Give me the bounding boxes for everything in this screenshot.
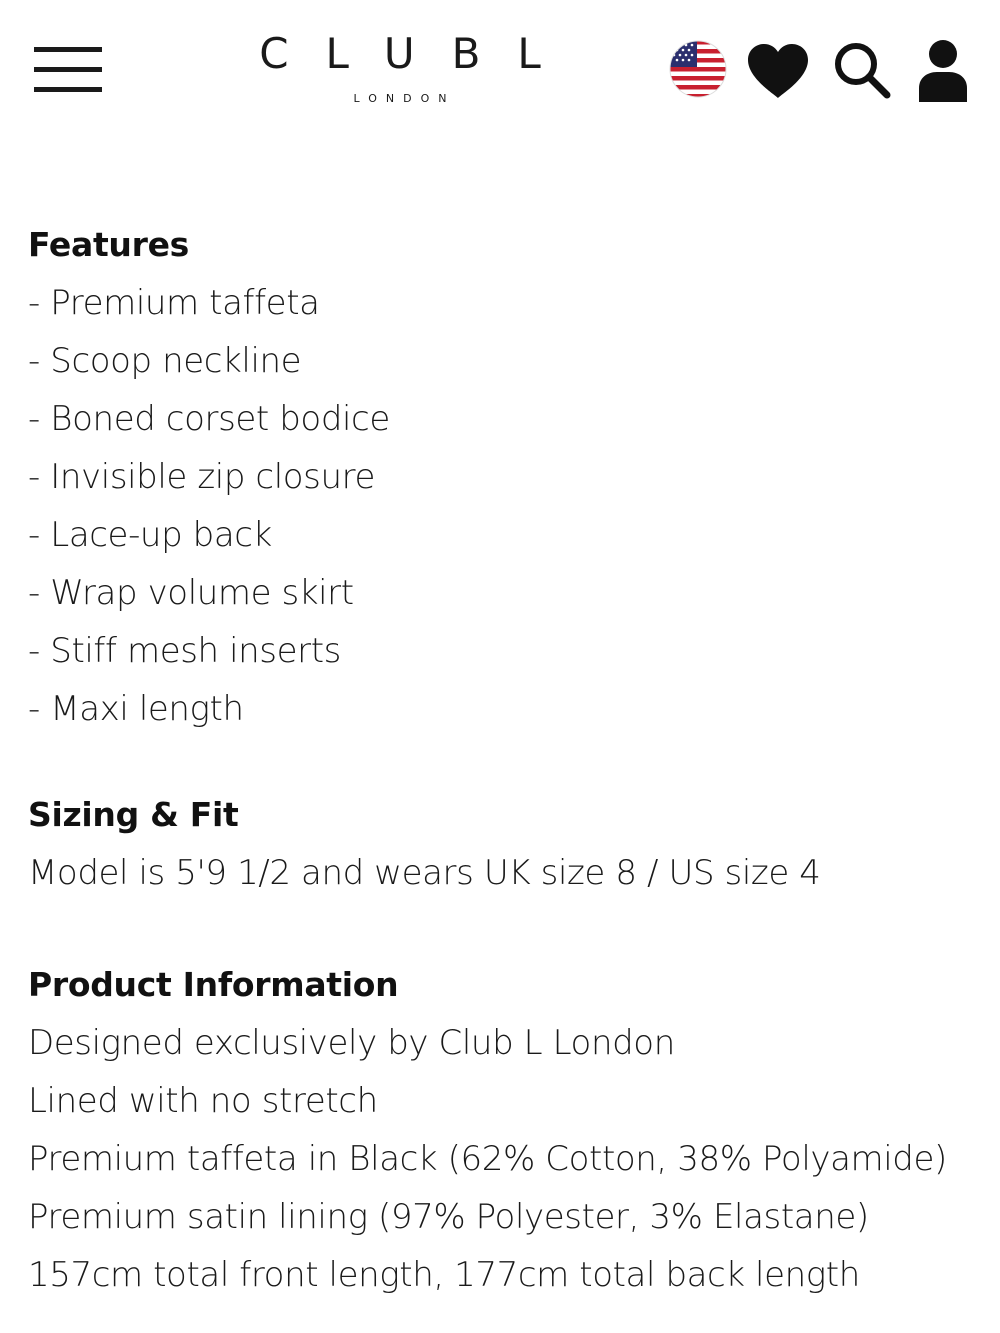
feature-item: - Lace-up back: [28, 515, 272, 555]
sizing-section: [28, 792, 978, 902]
feature-item: - Wrap volume skirt: [28, 573, 354, 613]
feature-item: - Invisible zip closure: [28, 457, 375, 497]
menu-icon[interactable]: [34, 44, 104, 100]
features-heading: Features: [28, 225, 190, 264]
sizing-text: Model is 5'9 1/2 and wears UK size 8 / US size 4: [28, 853, 821, 893]
sizing-heading: Sizing & Fit: [28, 795, 239, 834]
product-details: [28, 222, 978, 1304]
product-info-heading: Product Information: [28, 965, 399, 1004]
features-list: [28, 274, 978, 738]
product-info-section: [28, 962, 978, 1304]
feature-item: - Boned corset bodice: [28, 399, 390, 439]
product-info-item: Premium taffeta in Black (62% Cotton, 38% Polyamide): [28, 1139, 947, 1179]
features-section: [28, 222, 978, 738]
search-icon[interactable]: [832, 40, 892, 100]
product-info-item: Designed exclusively by Club L London: [28, 1023, 675, 1063]
product-info-list: [28, 1014, 978, 1304]
feature-item: - Premium taffeta: [28, 283, 320, 323]
logo-wordmark: CLUBL: [259, 29, 578, 78]
site-logo[interactable]: [230, 29, 578, 110]
product-info-item: Lined with no stretch: [28, 1081, 378, 1121]
menu-line: [34, 47, 102, 52]
menu-line: [34, 67, 102, 72]
account-icon[interactable]: [915, 38, 971, 104]
feature-item: - Maxi length: [28, 689, 244, 729]
heart-icon[interactable]: [746, 42, 810, 100]
product-info-item: Premium satin lining (97% Polyester, 3% Elastane): [28, 1197, 869, 1237]
feature-item: - Scoop neckline: [28, 341, 302, 381]
product-info-item: 157cm total front length, 177cm total back length: [28, 1255, 860, 1295]
us-flag-icon[interactable]: [669, 40, 727, 98]
menu-line: [34, 87, 102, 92]
feature-item: - Stiff mesh inserts: [28, 631, 341, 671]
logo-subtitle: LONDON: [353, 92, 456, 105]
site-header: [0, 0, 1000, 130]
